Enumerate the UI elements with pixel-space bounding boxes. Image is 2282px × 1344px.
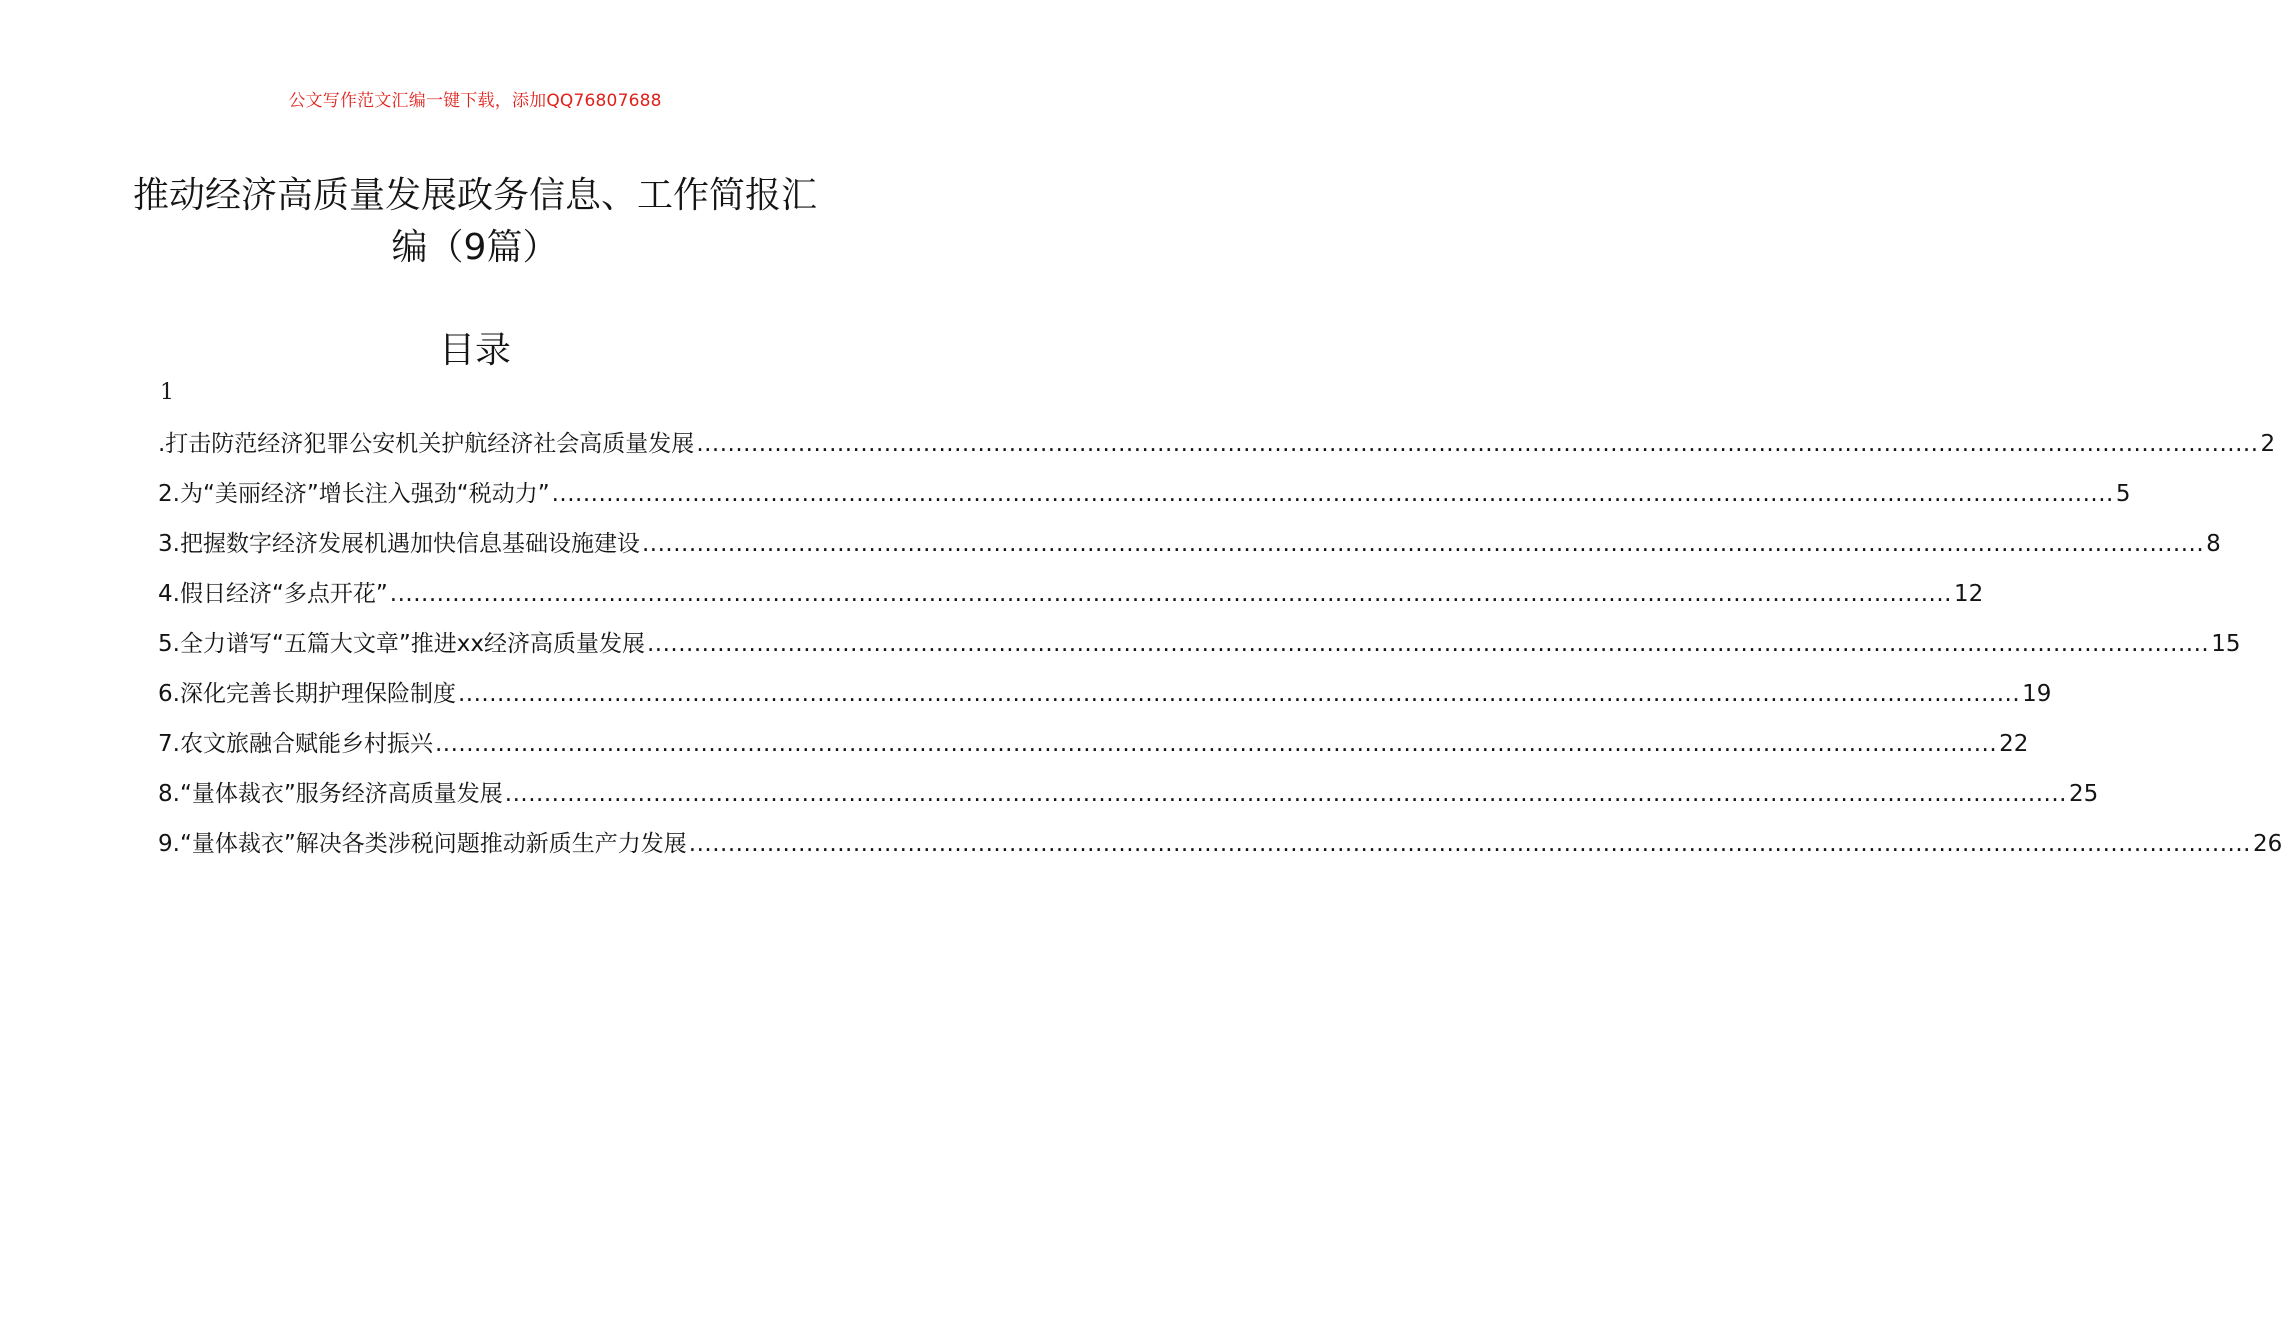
toc-leader-dots: ........................................................................................................................................................................................................ <box>647 631 2210 657</box>
toc-item-page: 25 <box>2069 781 2099 807</box>
toc-item-page: 22 <box>1999 731 2029 757</box>
toc-item-title: 9.“量体裁衣”解决各类涉税问题推动新质生产力发展 <box>158 831 687 857</box>
toc-item-4[interactable] <box>158 574 1984 624</box>
toc-leader-dots: ........................................................................................................................................................................................................ <box>688 831 2251 857</box>
toc-item-page: 2 <box>2260 431 2276 457</box>
toc-item-page: 12 <box>1954 581 1984 607</box>
document-title: 推动经济高质量发展政务信息、工作简报汇编（9篇） <box>132 175 817 268</box>
toc-leader-dots: ........................................................................................................................................................................................................ <box>389 581 1952 607</box>
toc-item-title: 7.农文旅融合赋能乡村振兴 <box>158 731 433 757</box>
toc-item-page: 19 <box>2022 681 2052 707</box>
promo-banner: 公文写作范文汇编一键下载，添加QQ76807688 <box>288 91 662 111</box>
toc-leader-dots: ........................................................................................................................................................................................................ <box>434 731 1998 757</box>
toc-item-page: 15 <box>2211 631 2241 657</box>
toc-item-title: 2.为“美丽经济”增长注入强劲“税动力” <box>158 481 550 507</box>
toc-item-title: 4.假日经济“多点开花” <box>158 581 388 607</box>
toc-item-1[interactable] <box>158 424 2276 474</box>
toc-item-title: 5.全力谱写“五篇大文章”推进xx经济高质量发展 <box>158 631 645 657</box>
toc-item-page: 26 <box>2253 831 2282 857</box>
toc-item-3[interactable] <box>158 524 2221 574</box>
toc-heading: 目录 <box>438 330 511 371</box>
toc-leader-dots: ........................................................................................................................................................................................................ <box>457 681 2021 707</box>
toc-item-7[interactable] <box>158 724 2029 774</box>
toc-item-title: 3.把握数字经济发展机遇加快信息基础设施建设 <box>158 531 640 557</box>
toc-item-9[interactable] <box>158 824 2282 874</box>
toc-item-page: 5 <box>2115 481 2131 507</box>
toc-item-6[interactable] <box>158 674 2052 724</box>
toc-item-title: .打击防范经济犯罪公安机关护航经济社会高质量发展 <box>158 431 695 457</box>
toc-item-8[interactable] <box>158 774 2099 824</box>
toc-leader-dots: ........................................................................................................................................................................................................ <box>504 781 2067 807</box>
toc-stray-number: 1 <box>160 380 174 405</box>
table-of-contents <box>158 424 2282 874</box>
toc-item-2[interactable] <box>158 474 2131 524</box>
toc-item-title: 6.深化完善长期护理保险制度 <box>158 681 456 707</box>
toc-item-page: 8 <box>2206 531 2221 557</box>
toc-leader-dots: ........................................................................................................................................................................................................ <box>551 481 2114 507</box>
toc-leader-dots: ........................................................................................................................................................................................................ <box>696 431 2259 457</box>
toc-item-5[interactable] <box>158 624 2241 674</box>
toc-item-title: 8.“量体裁衣”服务经济高质量发展 <box>158 781 503 807</box>
toc-leader-dots: ........................................................................................................................................................................................................ <box>641 531 2205 557</box>
